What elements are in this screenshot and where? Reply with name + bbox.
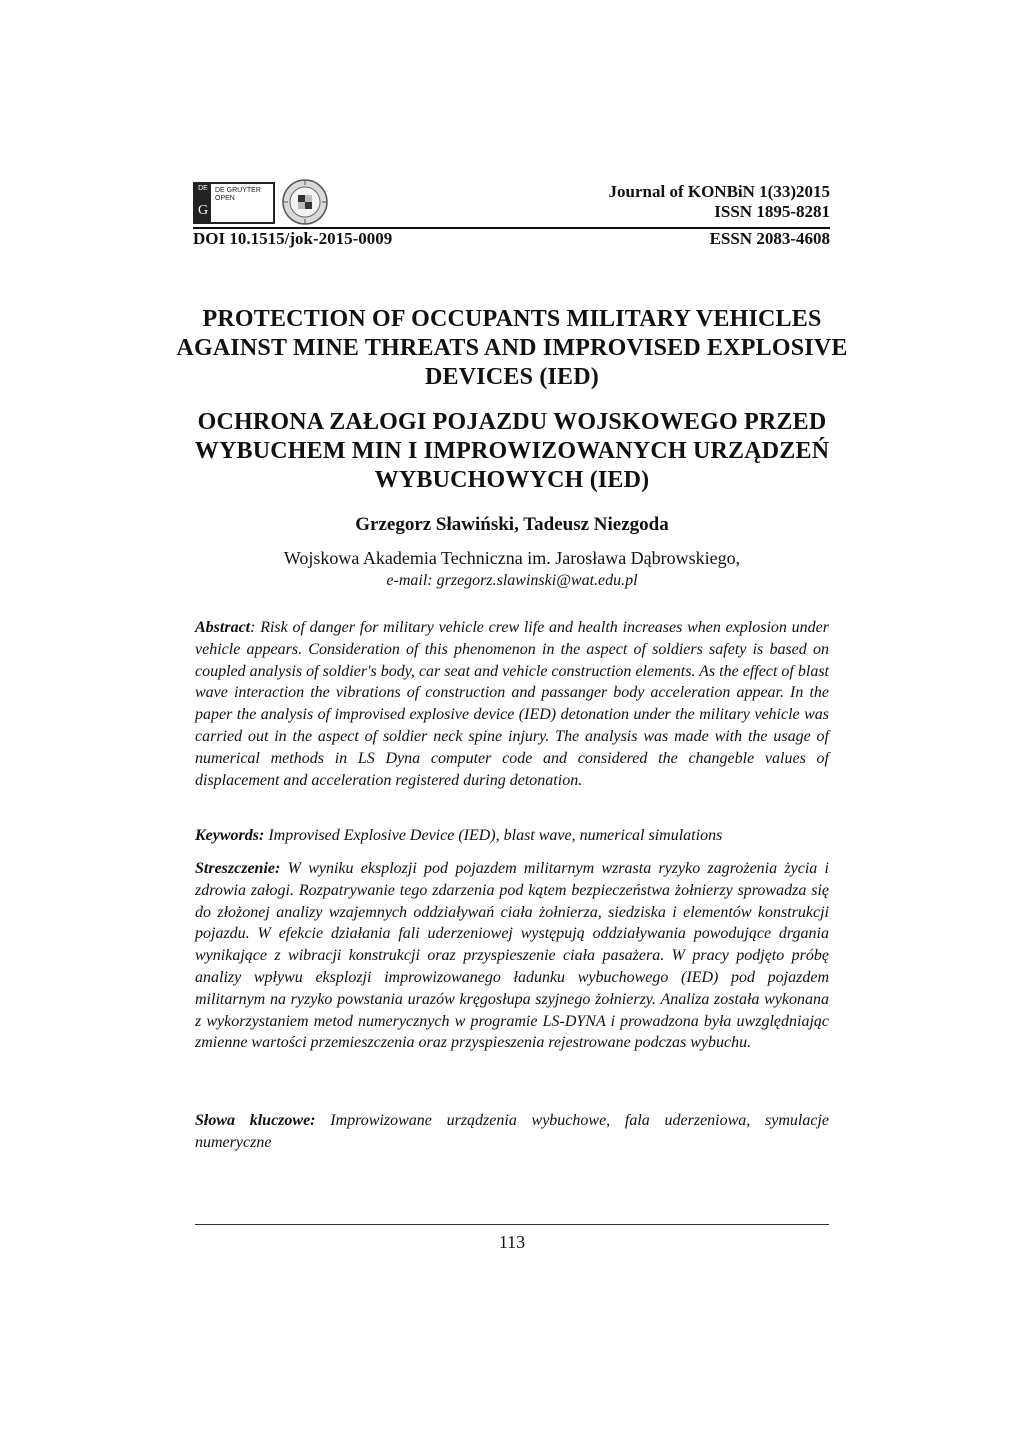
authors: Grzegorz Sławiński, Tadeusz Niezgoda <box>355 514 669 535</box>
author-email: e-mail: grzegorz.slawinski@wat.edu.pl <box>386 572 638 589</box>
keywords-label: Keywords: <box>195 827 265 844</box>
journal-name: Journal of KONBiN 1(33)2015 <box>608 182 830 201</box>
streszczenie-label: Streszczenie: <box>195 860 281 877</box>
doi: DOI 10.1515/jok-2015-0009 <box>193 229 393 248</box>
journal-info <box>609 182 830 222</box>
de-gruyter-logo-text: DE GRUYTER OPEN <box>215 187 261 202</box>
title-english: PROTECTION OF OCCUPANTS MILITARY VEHICLES AGAINST MINE THREATS AND IMPROVISED EXPLOSIVE DEVICES (IED) <box>176 306 848 390</box>
keywords <box>195 825 829 847</box>
slowa-kluczowe-label: Słowa kluczowe: <box>195 1112 316 1129</box>
abstract <box>195 617 829 791</box>
page-number: 113 <box>498 1232 526 1252</box>
konbin-seal-icon <box>281 178 329 226</box>
streszczenie <box>195 858 829 1054</box>
slowa-kluczowe <box>195 1110 829 1154</box>
keywords-text: Improvised Explosive Device (IED), blast wave, numerical simulations <box>264 827 723 844</box>
de-gruyter-logo-side-top: DE <box>198 185 208 192</box>
slowa-kluczowe-text: Improwizowane urządzenia wybuchowe, fala uderzeniowa, symulacje numeryczne <box>195 1112 829 1151</box>
journal-header <box>193 178 830 250</box>
abstract-text: : Risk of danger for military vehicle crew life and health increases when explosion under vehicle appears. Consideration of this phenomenon in the aspect of soldiers safety is based on coupled analysis of soldier's body, car seat and vehicle construction elements. As the effect of blast wave interaction the vibrations of construction and passanger body acceleration appear. In the paper the analysis of improvised explosive device (IED) detonation under the military vehicle was carried out in the aspect of soldier neck spine injury. The analysis was made with the usage of numerical methods in LS Dyna computer code and considered the changeble values of displacement and acceleration registered during detonation. <box>195 619 829 789</box>
de-gruyter-logo-letter: G <box>197 203 209 218</box>
title-polish: OCHRONA ZAŁOGI POJAZDU WOJSKOWEGO PRZED WYBUCHEM MIN I IMPROWIZOWANYCH URZĄDZEŃ WYBUCHOWYCH (IED) <box>194 409 830 493</box>
affiliation: Wojskowa Akademia Techniczna im. Jarosława Dąbrowskiego, <box>283 548 741 568</box>
footer-rule <box>195 1224 829 1225</box>
de-gruyter-logo-side <box>195 184 211 222</box>
issn: ISSN 1895-8281 <box>714 202 830 221</box>
streszczenie-text: W wyniku eksplozji pod pojazdem militarnym wzrasta ryzyko zagrożenia życia i zdrowia załogi. Rozpatrywanie tego zdarzenia pod kątem bezpieczeństwa żołnierzy sprowadza się do złożonej analizy wzajemnych oddziaływań ciała żołnierza, siedziska i elementów konstrukcji pojazdu. W efekcie działania fali uderzeniowej występują oddziaływania powodujące drgania wynikające z wibracji konstrukcji oraz przyspieszenie ciała pasażera. W pracy podjęto próbę analizy wpływu eksplozji improwizowanego ładunku wybuchowego (IED) pod pojazdem militarnym na ryzyko powstania urazów kręgosłupa szyjnego żołnierzy. Analiza została wykonana z wykorzystaniem metod numerycznych w programie LS-DYNA i prowadzona była uwzględniając zmienne wartości przemieszczenia oraz przyspieszenia rejestrowane podczas wybuchu. <box>195 860 829 1052</box>
de-gruyter-logo <box>193 182 275 224</box>
abstract-label: Abstract <box>195 619 251 636</box>
essn: ESSN 2083-4608 <box>709 229 830 248</box>
